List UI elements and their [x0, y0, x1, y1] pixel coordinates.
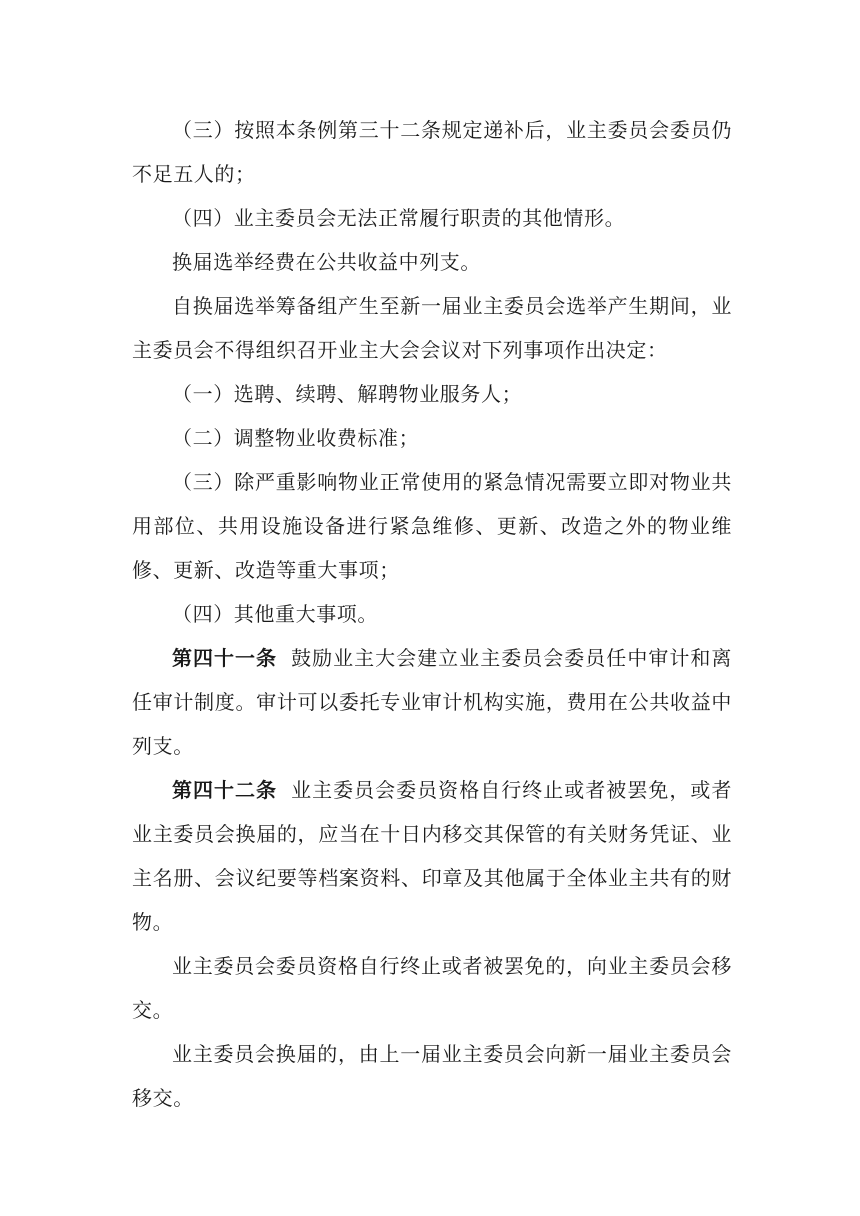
- article-41-title: 第四十一条: [172, 646, 278, 670]
- closing-paragraph-2: 业主委员会换届的，由上一届业主委员会向新一届业主委员会移交。: [132, 1042, 732, 1110]
- list-item-3: （三）除严重影响物业正常使用的紧急情况需要立即对物业共用部位、共用设施设备进行紧急维修、更新、改造之外的物业维修、更新、改造等重大事项；: [132, 470, 732, 582]
- paragraph-election-period: 自换届选举筹备组产生至新一届业主委员会选举产生期间，业主委员会不得组织召开业主大会会议对下列事项作出决定：: [132, 294, 732, 362]
- article-42-text: 业主委员会委员资格自行终止或者被罢免，或者业主委员会换届的，应当在十日内移交其保管的有关财务凭证、业主名册、会议纪要等档案资料、印章及其他属于全体业主共有的财物。: [132, 778, 732, 934]
- paragraph-item-4: （四）业主委员会无法正常履行职责的其他情形。: [172, 206, 626, 230]
- list-item-1: （一）选聘、续聘、解聘物业服务人；: [172, 382, 523, 406]
- article-42-title: 第四十二条: [172, 778, 278, 802]
- document-page: [132, 108, 732, 1120]
- list-item-4: （四）其他重大事项。: [172, 602, 378, 626]
- closing-paragraph-1: 业主委员会委员资格自行终止或者被罢免的，向业主委员会移交。: [132, 954, 732, 1022]
- list-item-2: （二）调整物业收费标准；: [172, 426, 420, 450]
- paragraph-election-funds: 换届选举经费在公共收益中列支。: [172, 250, 481, 274]
- article-42: [132, 768, 732, 944]
- paragraph-item-3: （三）按照本条例第三十二条规定递补后，业主委员会委员仍不足五人的；: [132, 118, 732, 186]
- article-41: [132, 636, 732, 768]
- article-41-text: 鼓励业主大会建立业主委员会委员任中审计和离任审计制度。审计可以委托专业审计机构实施，费用在公共收益中列支。: [132, 646, 732, 758]
